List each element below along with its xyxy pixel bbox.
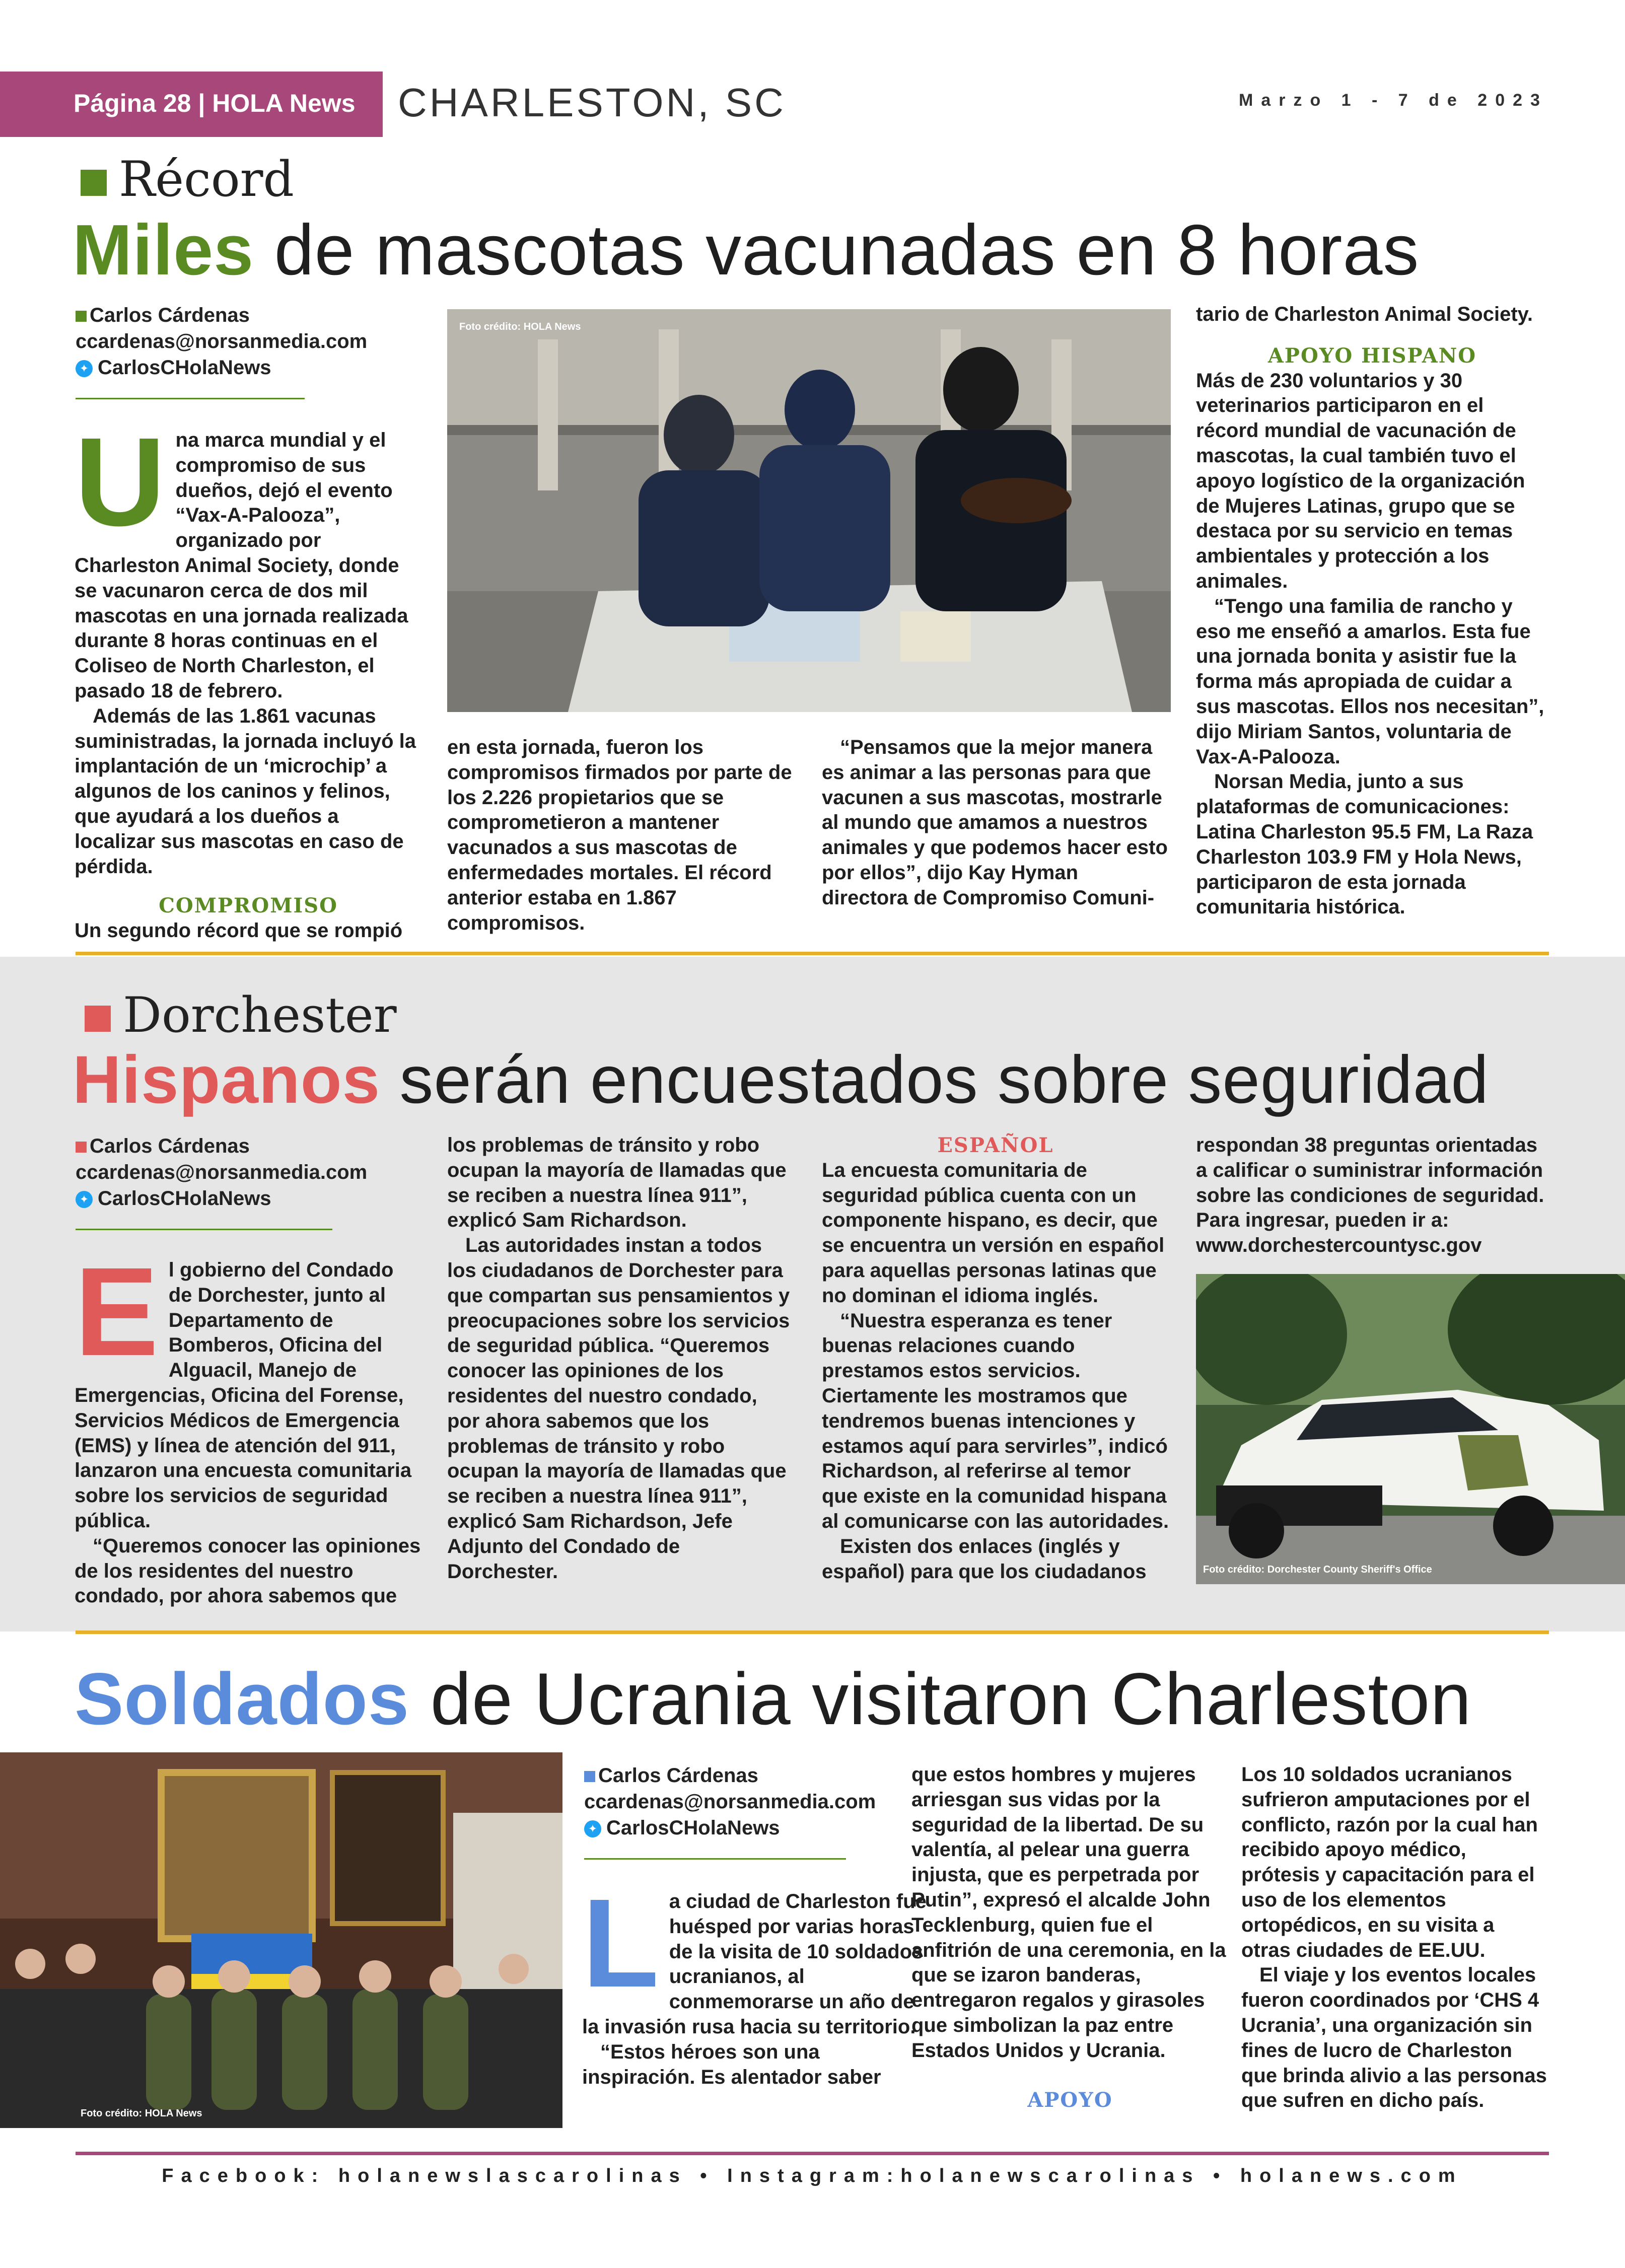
byline-divider	[584, 1858, 846, 1860]
sheriff-car-illustration	[1196, 1274, 1625, 1584]
subheading: APOYO HISPANO	[1267, 343, 1477, 368]
headline-bold: Hispanos	[73, 1042, 381, 1117]
author-email[interactable]: ccardenas@norsanmedia.com	[76, 330, 368, 352]
page-number-tab	[0, 72, 383, 137]
headline-bold: Miles	[73, 210, 254, 290]
article1-column-2	[447, 735, 795, 936]
drop-cap: L	[582, 1873, 659, 2013]
subheading: APOYO	[1027, 2088, 1113, 2112]
twitter-icon: ✦	[584, 1820, 601, 1837]
article2-column-2	[447, 1133, 795, 1584]
footer-divider	[76, 2152, 1549, 2155]
vaccination-photo-illustration	[447, 309, 1171, 712]
paragraph: “Estos héroes son una inspiración. Es alentador saber	[582, 2040, 881, 2088]
article3-byline	[584, 1762, 947, 1841]
paragraph: na marca mundial y el compromiso de sus dueños, dejó el evento “Vax-A-Palooza”, organizado por Charleston Animal Society, donde se vacunaron cerca de dos mil mascotas en una jornada realizada durante 8 horas continuas en el Coliseo de North Charleston, el pasado 18 de febrero.	[75, 429, 408, 702]
square-bullet-icon	[76, 311, 87, 322]
article1-column-3	[822, 735, 1169, 911]
square-bullet-icon	[76, 1142, 87, 1153]
headline-rest: serán encuestados sobre seguridad	[380, 1042, 1489, 1117]
square-bullet-icon	[584, 1771, 595, 1782]
article2-byline	[76, 1133, 428, 1212]
kicker-text: Dorchester	[123, 987, 397, 1043]
sheriff-car-photo	[1196, 1274, 1625, 1584]
paragraph: “Nuestra esperanza es tener buenas relaciones cuando prestamos estos servicios. Ciertamente les mostramos que tendremos buenas intenciones y estamos aquí para servirles”, indicó Richardson, al referirse al temor que existe en la comunidad hispana al comunicarse con las autoridades.	[822, 1309, 1169, 1532]
subheading: COMPROMISO	[159, 894, 338, 918]
kicker-text: Récord	[119, 151, 294, 207]
article1-byline	[76, 302, 428, 381]
paragraph: El viaje y los eventos locales fueron coordinados por ‘CHS 4 Ucrania’, una organización sin fines de lucro de Charleston que brinda alivio a las personas que sufren en dicho país.	[1241, 1964, 1547, 2112]
square-bullet-icon	[81, 170, 107, 196]
author-email[interactable]: ccardenas@norsanmedia.com	[76, 1161, 368, 1183]
paragraph: Más de 230 voluntarios y 30 veterinarios participaron en el récord mundial de vacunación de mascotas, la cual también tuvo el apoyo logístico de la organización de Mujeres Latinas, grupo que se destaca por su servicio en temas ambientales y protección a los animales.	[1196, 369, 1525, 592]
square-bullet-icon	[85, 1006, 111, 1032]
paragraph: Norsan Media, junto a sus plataformas de comunicaciones: Latina Charleston 95.5 FM, La Raza Charleston 103.9 FM y Hola News, participaron de esta jornada comunitaria histórica.	[1196, 770, 1533, 918]
article3-column-1	[582, 1873, 930, 2090]
paragraph: Existen dos enlaces (inglés y español) para que los ciudadanos	[822, 1535, 1147, 1583]
author-twitter[interactable]: CarlosCHolaNews	[606, 1817, 780, 1839]
article3-column-3	[1241, 1762, 1548, 2113]
photo-credit: Foto crédito: Dorchester County Sheriff's Office	[1203, 1564, 1432, 1575]
twitter-icon: ✦	[76, 360, 93, 377]
author-twitter[interactable]: CarlosCHolaNews	[98, 357, 271, 379]
paragraph: “Pensamos que la mejor manera es animar a las personas para que vacunen a sus mascotas, mostrarle al mundo que amamos a nuestros animales y que podemos hacer esto por ellos”, dijo Kay Hyman directora de Compromiso Comuni-	[822, 736, 1168, 909]
section-divider	[76, 1631, 1549, 1634]
headline-rest: de mascotas vacunadas en 8 horas	[254, 210, 1420, 290]
photo-credit: Foto crédito: HOLA News	[459, 321, 581, 332]
section-divider	[76, 952, 1549, 955]
article1-column-4	[1196, 302, 1548, 920]
author-name: Carlos Cárdenas	[598, 1764, 758, 1787]
article1-column-1	[75, 411, 422, 944]
paragraph: a ciudad de Charleston fue huésped por varias horas de la visita de 10 soldados ucranianos, al conmemorarse un año de la invasión rusa hacia su territorio.	[582, 1890, 927, 2038]
drop-cap: E	[75, 1241, 159, 1382]
headline-bold: Soldados	[75, 1658, 410, 1740]
article3-column-2	[911, 1762, 1229, 2112]
twitter-icon: ✦	[76, 1191, 93, 1208]
article2-column-3	[822, 1133, 1169, 1584]
author-name: Carlos Cárdenas	[90, 304, 250, 326]
ukraine-soldiers-illustration	[0, 1752, 562, 2128]
section-city: CHARLESTON, SC	[398, 80, 786, 125]
author-email[interactable]: ccardenas@norsanmedia.com	[584, 1791, 876, 1813]
article1-kicker	[81, 151, 294, 207]
headline-rest: de Ucrania visitaron Charleston	[409, 1658, 1472, 1740]
paragraph: l gobierno del Condado de Dorchester, junto al Departamento de Bomberos, Oficina del Alguacil, Manejo de Emergencias, Oficina del Forense, Servicios Médicos de Emergencia (EMS) y línea de atención del 911, lanzaron una encuesta comunitaria sobre los servicios de seguridad pública.	[75, 1259, 412, 1532]
photo-credit: Foto crédito: HOLA News	[81, 2108, 202, 2119]
paragraph: La encuesta comunitaria de seguridad pública cuenta con un componente hispano, es decir, que se encuentra un versión en español para aquellas personas latinas que no dominan el idioma inglés.	[822, 1159, 1165, 1307]
issue-date: Marzo 1 - 7 de 2023	[1239, 91, 1548, 110]
paragraph: en esta jornada, fueron los compromisos firmados por parte de los 2.226 propietarios que se comprometieron a mantener vacunados a sus mascotas de enfermedades mortales. El récord anterior estaba en 1.867 compromisos.	[447, 736, 792, 934]
article1-headline	[73, 209, 1419, 292]
paragraph: “Queremos conocer las opiniones de los residentes del nuestro condado, por ahora sabemos que	[75, 1534, 421, 1607]
page-label: Página 28 | HOLA News	[74, 89, 356, 117]
paragraph: tario de Charleston Animal Society.	[1196, 303, 1533, 325]
footer-social-links[interactable]: Facebook: holanewslascarolinas • Instagram:holanewscarolinas • holanews.com	[162, 2165, 1463, 2186]
ukraine-soldiers-photo	[0, 1752, 562, 2128]
subheading: ESPAÑOL	[937, 1133, 1054, 1157]
paragraph: Un segundo récord que se rompió	[75, 919, 403, 942]
article2-headline	[73, 1041, 1489, 1118]
vaccination-photo	[447, 309, 1171, 712]
article3-headline	[75, 1657, 1472, 1741]
author-name: Carlos Cárdenas	[90, 1135, 250, 1157]
article2-column-1	[75, 1241, 422, 1609]
paragraph: respondan 38 preguntas orientadas a calificar o suministrar información sobre las condiciones de seguridad. Para ingresar, pueden ir a: www.dorchestercountysc.gov	[1196, 1134, 1544, 1257]
drop-cap: U	[75, 411, 166, 552]
byline-divider	[76, 1229, 332, 1230]
article2-column-4	[1196, 1133, 1548, 1258]
paragraph: Los 10 soldados ucranianos sufrieron amputaciones por el conflicto, razón por la cual han recibido apoyo médico, prótesis y capacitación para el uso de los elementos ortopédicos, en su visita a otras ciudades de EE.UU.	[1241, 1763, 1538, 1961]
paragraph: Las autoridades instan a todos los ciudadanos de Dorchester para que compartan sus pensamientos y preocupaciones sobre los servicios de seguridad pública. “Queremos conocer las opiniones de los residentes del nuestro condado, por ahora sabemos que los problemas de tránsito y robo ocupan la mayoría de llamadas que se reciben a nuestra línea 911”, explicó Sam Richardson, Jefe Adjunto del Condado de Dorchester.	[447, 1234, 790, 1583]
paragraph: Además de las 1.861 vacunas suministradas, la jornada incluyó la implantación de un ‘microchip’ a algunos de los caninos y felinos, que ayudará a los dueños a localizar sus mascotas en caso de pérdida.	[75, 704, 416, 878]
byline-divider	[76, 398, 305, 399]
paragraph: que estos hombres y mujeres arriesgan sus vidas por la seguridad de la libertad. De su valentía, al pelear una guerra injusta, que es perpetrada por Putin”, expresó el alcalde John Tecklenburg, quien fue el anfitrión de una ceremonia, en la que se izaron banderas, entregaron regalos y girasoles que simbolizan la paz entre Estados Unidos y Ucrania.	[911, 1763, 1226, 2062]
paragraph: los problemas de tránsito y robo ocupan la mayoría de llamadas que se reciben a nuestra línea 911”, explicó Sam Richardson.	[447, 1134, 787, 1232]
article2-kicker	[85, 987, 397, 1043]
paragraph: “Tengo una familia de rancho y eso me enseñó a amarlos. Esta fue una jornada bonita y asistir fue la forma más apropiada de cuidar a sus mascotas. Ellos nos necesitan”, dijo Miriam Santos, voluntaria de Vax-A-Palooza.	[1196, 595, 1544, 768]
author-twitter[interactable]: CarlosCHolaNews	[98, 1187, 271, 1210]
